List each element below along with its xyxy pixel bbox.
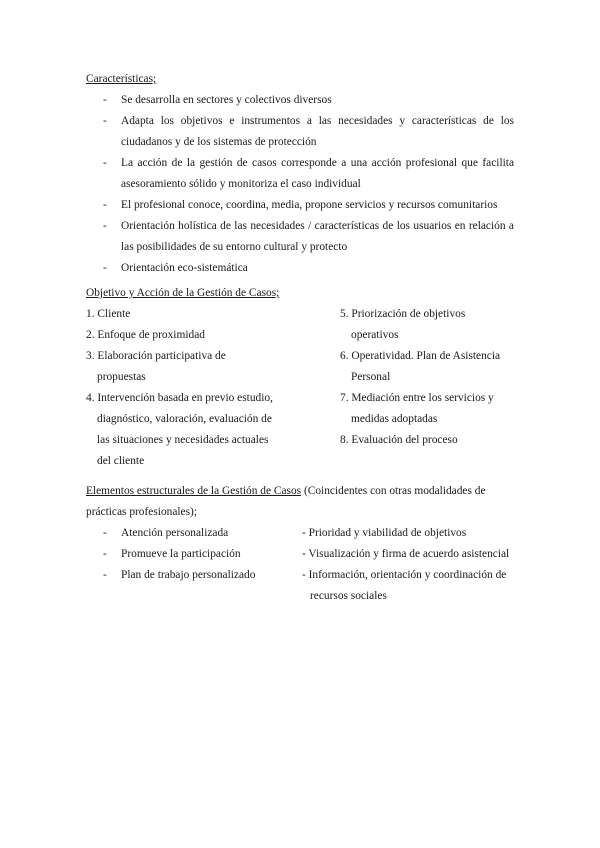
list-item: - Promueve la participación - Visualización y firma de acuerdo asistencial [103,548,510,560]
list-item: 7. Mediación entre los servicios y medidas adoptadas [340,392,494,425]
list-item: - Orientación holística de las necesidades / características de los usuarios en relación a las posibilidades de su entorno cultural y protecto [103,220,514,253]
document-page [86,69,514,607]
list-item: - Atención personalizada - Prioridad y viabilidad de objetivos [103,527,467,539]
elementos-heading [86,481,514,523]
objetivo-columns [86,304,514,472]
list-item: 6. Operatividad. Plan de Asistencia Personal [340,350,501,383]
caracteristicas-heading: Características; [86,73,157,85]
list-item: 1. Cliente [86,308,131,320]
list-item: - La acción de la gestión de casos corresponde a una acción profesional que facilita asesoramiento sólido y monitoriza el caso individual [103,157,514,190]
objetivo-heading: Objetivo y Acción de la Gestión de Casos; [86,287,280,299]
list-item: - Se desarrolla en sectores y colectivos diversos [103,94,332,106]
caracteristicas-list [86,90,514,279]
list-item: - Orientación eco-sistemática [103,262,248,274]
elementos-subtitle: (Coincidentes con otras modalidades de prácticas profesionales); [86,485,486,518]
list-item: - El profesional conoce, coordina, media, propone servicios y recursos comunitarios [103,199,498,211]
elementos-list [86,523,514,607]
objetivo-right-column [340,304,514,472]
list-item: 3. Elaboración participativa de propuestas [86,350,226,383]
elementos-title: Elementos estructurales de la Gestión de Casos [86,485,302,497]
list-item: 2. Enfoque de proximidad [86,329,205,341]
list-item: 4. Intervención basada en previo estudio, diagnóstico, valoración, evaluación de las situaciones y necesidades actuales del cliente [86,392,273,467]
objetivo-left-column [86,304,340,472]
list-item: 5. Priorización de objetivos operativos [340,308,466,341]
list-item: - Adapta los objetivos e instrumentos a las necesidades y características de los ciudadanos y de los sistemas de protección [103,115,514,148]
list-item: - Plan de trabajo personalizado - Información, orientación y coordinación de recursos sociales [103,569,507,602]
list-item: 8. Evaluación del proceso [340,434,458,446]
